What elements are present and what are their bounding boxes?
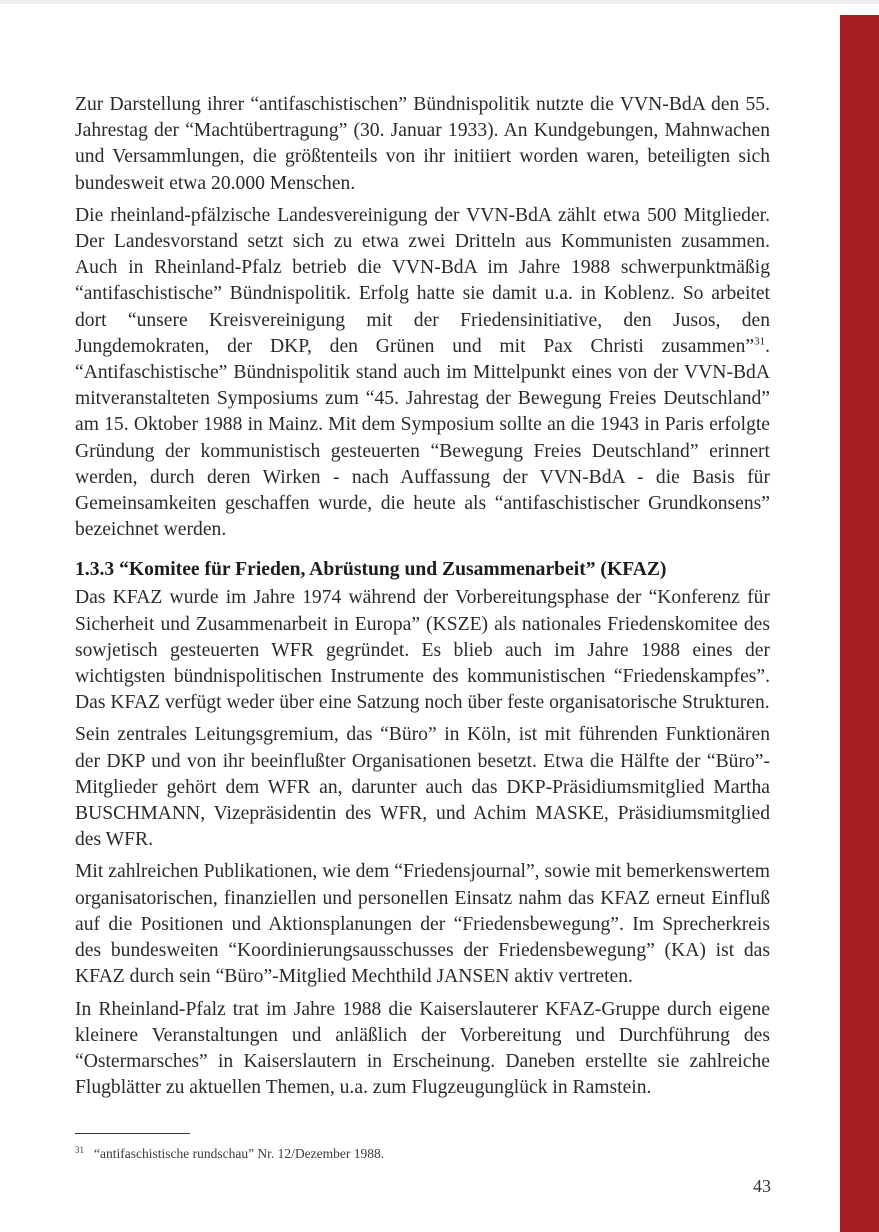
paragraph-kfaz-publikationen: Mit zahlreichen Publikationen, wie dem “Friedensjournal”, sowie mit bemerkenswertem organisatorischen, finanziellen und personellen Einsatz nahm das KFAZ erneut Einfluß auf die Positionen und Aktionsplanungen der “Friedensbewegung”. Im Sprecherkreis des bundesweiten “Koordinierungsausschusses der Friedensbewegung” (KA) ist das KFAZ durch sein “Büro”-Mitglied Mechthild JANSEN aktiv vertreten.	[75, 861, 770, 988]
paragraph-rheinland-pfalz-vvn	[75, 203, 770, 544]
footnote-reference: 31	[754, 335, 766, 348]
scan-top-edge	[0, 0, 879, 4]
paragraph-kfaz-rheinland-pfalz: In Rheinland-Pfalz trat im Jahre 1988 die Kaiserslauterer KFAZ-Gruppe durch eigene kleinere Veranstaltungen und anläßlich der Vorbereitung und Durchführung des “Ostermarsches” in Kaiserslautern in Erscheinung. Daneben erstellte sie zahlreiche Flugblätter zu aktuellen Themen, u.a. zum Flugzeugunglück in Ramstein.	[75, 998, 770, 1099]
paragraph-text-continued: . “Antifaschistische” Bündnispolitik stand auch im Mittelpunkt eines von der VVN-BdA mitveranstalteten Symposiums zum “45. Jahrestag der Bewegung Freies Deutschland” am 15. Oktober 1988 in Mainz. Mit dem Symposium sollte an die 1943 in Paris erfolgte Gründung der kommunistisch gesteuerten “Bewegung Freies Deutschland” erinnert werden, durch deren Wirken - nach Auffassung der VVN-BdA - die Basis für Gemeinsamkeiten geschaffen wurde, die heute als “antifaschistischer Grundkonsens” bezeichnet werden.	[75, 335, 770, 541]
footnote-number: 31	[75, 1144, 84, 1155]
footnote-text: “antifaschistische rundschau” Nr. 12/Dezember 1988.	[94, 1146, 385, 1161]
page-body	[75, 92, 770, 1107]
section-heading-kfaz: 1.3.3 “Komitee für Frieden, Abrüstung und Zusammenarbeit” (KFAZ)	[75, 559, 667, 581]
paragraph-vvn-jahrestag: Zur Darstellung ihrer “antifaschistischen” Bündnispolitik nutzte die VVN-BdA den 55. Jahrestag der “Machtübertragung” (30. Januar 1933). An Kundgebungen, Mahnwachen und Versammlungen, die größtenteils von ihr initiiert worden waren, beteiligten sich bundesweit etwa 20.000 Menschen.	[75, 94, 770, 194]
paragraph-text: Die rheinland-pfälzische Landesvereinigung der VVN-BdA zählt etwa 500 Mitglieder. Der Landesvorstand setzt sich zu etwa zwei Dritteln aus Kommunisten zusammen. Auch in Rheinland-Pfalz betrieb die VVN-BdA im Jahre 1988 schwerpunktmäßig “antifaschistische” Bündnispolitik. Erfolg hatte sie damit u.a. in Koblenz. So arbeitet dort “unsere Kreisvereinigung mit der Friedensinitiative, den Jusos, den Jungdemokraten, der DKP, den Grünen und mit Pax Christi zusammen”	[75, 204, 770, 357]
paragraph-kfaz-buero: Sein zentrales Leitungsgremium, das “Büro” in Köln, ist mit führenden Funktionären der DKP und von ihr beeinflußter Organisationen besetzt. Etwa die Hälfte der “Büro”-Mitglieder gehört dem WFR an, darunter auch das DKP-Präsidiumsmitglied Martha BUSCHMANN, Vizepräsidentin des WFR, und Achim MASKE, Präsidiumsmitglied des WFR.	[75, 724, 770, 851]
paragraph-kfaz-gruendung: Das KFAZ wurde im Jahre 1974 während der Vorbereitungsphase der “Konferenz für Sicherheit und Zusammenarbeit in Europa” (KSZE) als nationales Friedenskomitee des sowjetisch gesteuerten WFR gegründet. Es blieb auch im Jahre 1988 eines der wichtigsten bündnispolitischen Instrumente des kommunistischen “Friedenskampfes”. Das KFAZ verfügt weder über eine Satzung noch über feste organisatorische Strukturen.	[75, 587, 770, 714]
footnote-divider	[75, 1133, 190, 1134]
page-number: 43	[753, 1176, 771, 1196]
page-edge-red-bar	[840, 15, 879, 1232]
footnote	[75, 1145, 770, 1163]
